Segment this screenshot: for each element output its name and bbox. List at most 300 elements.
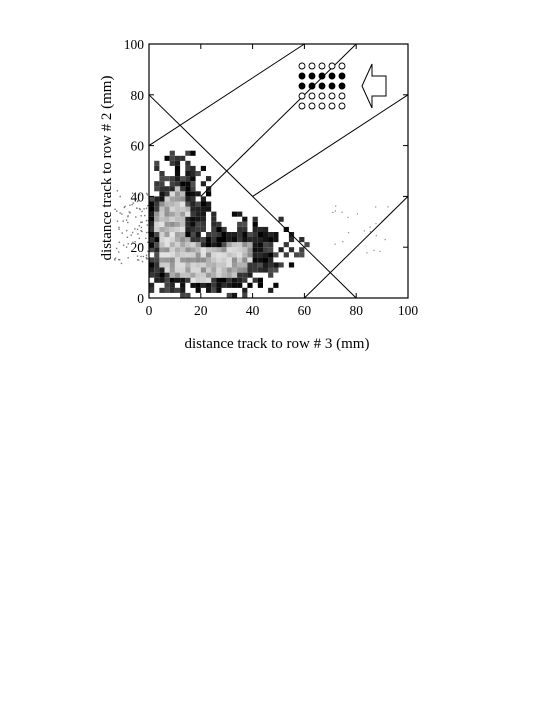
heatmap-cell [190,212,195,217]
heatmap-cell [206,252,211,257]
heatmap-cell [253,232,258,237]
heatmap-cell [263,257,268,262]
heatmap-cell [258,237,263,242]
heatmap-cell [201,262,206,267]
heatmap-cell [190,217,195,222]
heatmap-cell [149,237,154,242]
heatmap-cell [185,268,190,273]
halo-point [140,256,141,257]
heatmap-cell [253,257,258,262]
heatmap-cell [196,268,201,273]
halo-point [139,225,140,226]
heatmap-cell [180,207,185,212]
open-hole [309,63,315,69]
heatmap-cell [196,232,201,237]
x-tick-label: 40 [245,303,260,318]
heatmap-cell [149,288,154,293]
heatmap-cell [175,252,180,257]
heatmap-cell [154,242,159,247]
halo-point [121,263,122,264]
heatmap-cell [159,202,164,207]
heatmap-cell [180,232,185,237]
heatmap-cell [185,262,190,267]
heatmap-cell [237,212,242,217]
heatmap-cell [222,262,227,267]
heatmap-cell [185,181,190,186]
y-tick-label: 80 [130,87,144,103]
heatmap-cell [190,262,195,267]
heatmap-cell [253,242,258,247]
open-hole [319,93,325,99]
heatmap-cell [154,268,159,273]
heatmap-cell [273,268,278,273]
heatmap-cell [196,217,201,222]
halo-point [120,196,121,197]
heatmap-cell [242,222,247,227]
heatmap-cell [237,252,242,257]
heatmap-cell [206,268,211,273]
heatmap-cell [211,288,216,293]
heatmap-cell [196,278,201,283]
halo-point [142,222,143,223]
heatmap-cell [263,242,268,247]
reference-line [253,95,408,197]
heatmap-cell [159,186,164,191]
heatmap-cell [237,268,242,273]
filled-hole [339,73,345,79]
halo-point [126,230,127,231]
heatmap-cell [206,176,211,181]
heatmap-cell [170,242,175,247]
heatmap-cell [201,268,206,273]
heatmap-cell [201,227,206,232]
heatmap-cell [185,217,190,222]
heatmap-cell [294,252,299,257]
heatmap-cell [149,257,154,262]
heatmap-cell [180,293,185,298]
open-hole [309,93,315,99]
heatmap-cell [180,278,185,283]
heatmap-cell [222,257,227,262]
heatmap-cell [247,252,252,257]
halo-point [146,255,147,256]
heatmap-cell [216,252,221,257]
heatmap-cell [211,247,216,252]
heatmap-cell [170,278,175,283]
heatmap-cell [154,222,159,227]
heatmap-cell [159,207,164,212]
heatmap-cell [216,278,221,283]
heatmap-cell [242,257,247,262]
heatmap-cell [253,222,258,227]
heatmap-cell [159,273,164,278]
heatmap-cell [149,273,154,278]
heatmap-cell [175,156,180,161]
heatmap-cell [247,247,252,252]
heatmap-cell [242,232,247,237]
heatmap-cell [258,232,263,237]
heatmap-cell [175,232,180,237]
heatmap-cell [211,278,216,283]
heatmap-cell [180,196,185,201]
halo-point [137,259,138,260]
heatmap-cell [190,191,195,196]
heatmap-cell [206,283,211,288]
heatmap-cell [190,283,195,288]
heatmap-cell [201,207,206,212]
heatmap-cell [170,176,175,181]
halo-point [357,213,358,214]
halo-point [120,212,121,213]
heatmap-cell [190,268,195,273]
heatmap-cell [227,247,232,252]
heatmap-cell [206,262,211,267]
heatmap-cell [159,176,164,181]
heatmap-cell [185,257,190,262]
heatmap-cell [180,191,185,196]
heatmap-cell [206,202,211,207]
heatmap-cell [196,202,201,207]
heatmap-cell [201,257,206,262]
arrow-icon [362,64,386,108]
heatmap-cell [206,257,211,262]
x-tick-label: 80 [349,303,363,318]
heatmap-cell [284,252,289,257]
halo-point [137,255,138,256]
heatmap-cell [222,273,227,278]
heatmap-cell [165,247,170,252]
heatmap-cell [232,237,237,242]
heatmap-cell [190,247,195,252]
heatmap-cell [170,268,175,273]
heatmap-cell [175,191,180,196]
heatmap-cell [149,207,154,212]
heatmap-cell [175,202,180,207]
heatmap-cell [206,191,211,196]
heatmap-cells [149,151,310,298]
heatmap-cell [175,273,180,278]
halo-point [146,258,147,259]
heatmap-cell [196,262,201,267]
halo-point [139,208,140,209]
heatmap-cell [165,176,170,181]
heatmap-cell [232,242,237,247]
heatmap-cell [149,242,154,247]
heatmap-cell [253,268,258,273]
heatmap-cell [170,237,175,242]
heatmap-cell [227,257,232,262]
heatmap-cell [201,217,206,222]
heatmap-cell [190,202,195,207]
heatmap-cell [216,283,221,288]
open-hole [319,63,325,69]
halo-point [121,213,122,214]
heatmap-cell [211,268,216,273]
heatmap-cell [222,237,227,242]
heatmap-cell [201,222,206,227]
heatmap-cell [222,232,227,237]
heatmap-cell [206,278,211,283]
heatmap-cell [170,207,175,212]
heatmap-cell [190,237,195,242]
heatmap-cell [273,237,278,242]
heatmap-cell [165,191,170,196]
heatmap-cell [149,217,154,222]
heatmap-cell [196,212,201,217]
heatmap-cell [263,252,268,257]
halo-point [348,232,349,233]
heatmap-cell [185,186,190,191]
heatmap-cell [159,191,164,196]
heatmap-cell [201,181,206,186]
heatmap-cell [232,247,237,252]
heatmap-cell [206,207,211,212]
heatmap-cell [232,293,237,298]
heatmap-cell [180,237,185,242]
halo-point [144,215,145,216]
heatmap-cell [268,273,273,278]
halo-point [342,241,343,242]
halo-point [136,207,137,208]
halo-point [335,210,336,211]
heatmap-cell [165,156,170,161]
halo-point [132,232,133,233]
heatmap-cell [201,166,206,171]
heatmap-cell [258,268,263,273]
heatmap-cell [185,252,190,257]
halo-point [388,206,389,207]
heatmap-cell [201,278,206,283]
heatmap-cell [253,278,258,283]
heatmap-cell [237,283,242,288]
heatmap-cell [237,227,242,232]
heatmap-cell [201,237,206,242]
heatmap-cell [154,252,159,257]
heatmap-cell [165,222,170,227]
halo-point [119,242,120,243]
halo-point [118,251,119,252]
heatmap-cell [196,273,201,278]
heatmap-cell [247,242,252,247]
y-tick-label: 40 [130,189,144,205]
heatmap-cell [227,268,232,273]
heatmap-cell [185,222,190,227]
heatmap-cell [206,232,211,237]
halo-point [146,232,147,233]
x-tick-label: 20 [194,303,208,318]
heatmap-cell [190,227,195,232]
halo-point [128,257,129,258]
heatmap-cell [170,288,175,293]
halo-point [370,231,371,232]
heatmap-cell [201,242,206,247]
heatmap-cell [154,161,159,166]
heatmap-cell [242,278,247,283]
heatmap-cell [273,283,278,288]
heatmap-cell [159,222,164,227]
heatmap-cell [211,257,216,262]
heatmap-cell [180,156,185,161]
heatmap-cell [170,181,175,186]
heatmap-cell [258,283,263,288]
heatmap-cell [154,186,159,191]
heatmap-cell [222,268,227,273]
halo-point [335,244,336,245]
heatmap-cell [263,237,268,242]
heatmap-cell [284,242,289,247]
halo-point [141,211,142,212]
filled-hole [309,83,315,89]
heatmap-cell [170,247,175,252]
heatmap-cell [149,222,154,227]
heatmap-cell [222,252,227,257]
heatmap-cell [190,151,195,156]
heatmap-cell [159,232,164,237]
heatmap-cell [227,293,232,298]
halo-point [131,235,132,236]
heatmap-cell [154,262,159,267]
heatmap-cell [190,242,195,247]
heatmap-cell [201,247,206,252]
heatmap-cell [227,252,232,257]
heatmap-cell [154,227,159,232]
heatmap-cell [216,273,221,278]
heatmap-cell [196,222,201,227]
open-hole [339,93,345,99]
heatmap-cell [222,227,227,232]
heatmap-cell [180,247,185,252]
heatmap-cell [149,268,154,273]
heatmap-cell [232,278,237,283]
heatmap-cell [185,232,190,237]
heatmap-cell [185,196,190,201]
heatmap-cell [216,237,221,242]
heatmap-cell [279,217,284,222]
heatmap-cell [201,212,206,217]
halo-point [123,220,124,221]
filled-hole [309,73,315,79]
heatmap-cell [258,262,263,267]
heatmap-cell [180,268,185,273]
heatmap-cell [216,247,221,252]
heatmap-cell [227,283,232,288]
heatmap-cell [159,262,164,267]
heatmap-cell [268,257,273,262]
halo-point [385,239,386,240]
open-hole [309,103,315,109]
heatmap-cell [185,166,190,171]
heatmap-cell [263,268,268,273]
heatmap-cell [190,273,195,278]
heatmap-cell [159,278,164,283]
heatmap-cell [185,237,190,242]
heatmap-cell [149,196,154,201]
heatmap-cell [180,222,185,227]
heatmap-cell [232,262,237,267]
heatmap-cell [242,247,247,252]
open-hole [339,63,345,69]
heatmap-cell [185,212,190,217]
halo-point [118,259,119,260]
heatmap-cell [154,166,159,171]
heatmap-cell [196,207,201,212]
heatmap-cell [279,262,284,267]
y-tick-label: 0 [137,291,144,306]
heatmap-cell [180,186,185,191]
heatmap-cell [190,176,195,181]
heatmap-cell [216,227,221,232]
heatmap-cell [232,252,237,257]
heatmap-cell [253,237,258,242]
heatmap-cell [237,247,242,252]
halo-point [143,256,144,257]
heatmap-cell [154,212,159,217]
heatmap-cell [165,217,170,222]
halo-point [332,212,333,213]
halo-point [141,227,142,228]
heatmap-cell [154,196,159,201]
heatmap-cell [222,242,227,247]
heatmap-cell [175,166,180,171]
heatmap-cell [165,232,170,237]
heatmap-cell [190,181,195,186]
halo-point [137,233,138,234]
heatmap-cell [232,232,237,237]
x-tick-label: 100 [397,303,419,318]
halo-point [127,222,128,223]
heatmap-cell [253,227,258,232]
heatmap-cell [242,242,247,247]
heatmap-cell [206,242,211,247]
heatmap-cell [206,247,211,252]
heatmap-cell [196,288,201,293]
heatmap-cell [149,212,154,217]
heatmap-cell [154,202,159,207]
halo-point [122,232,123,233]
heatmap-cell [159,171,164,176]
open-hole [319,103,325,109]
heatmap-cell [289,237,294,242]
heatmap-cell [263,227,268,232]
halo-point [146,257,147,258]
y-tick-label: 60 [130,138,144,154]
heatmap-cell [180,242,185,247]
heatmap-cell [185,242,190,247]
heatmap-cell [227,232,232,237]
heatmap-cell [273,232,278,237]
heatmap-cell [180,212,185,217]
heatmap-cell [170,232,175,237]
heatmap-cell [263,232,268,237]
heatmap-cell [175,212,180,217]
heatmap-cell [159,257,164,262]
heatmap-cell [253,252,258,257]
heatmap-cell [247,262,252,267]
heatmap-cell [165,257,170,262]
heatmap-cell [170,191,175,196]
heatmap-cell [196,227,201,232]
heatmap-cell [154,181,159,186]
halo-point [135,216,136,217]
heatmap-cell [242,252,247,257]
filled-hole [299,73,305,79]
heatmap-cell [159,268,164,273]
halo-point [129,211,130,212]
heatmap-cell [175,242,180,247]
heatmap-cell [170,217,175,222]
heatmap-cell [180,252,185,257]
heatmap-cell [190,166,195,171]
